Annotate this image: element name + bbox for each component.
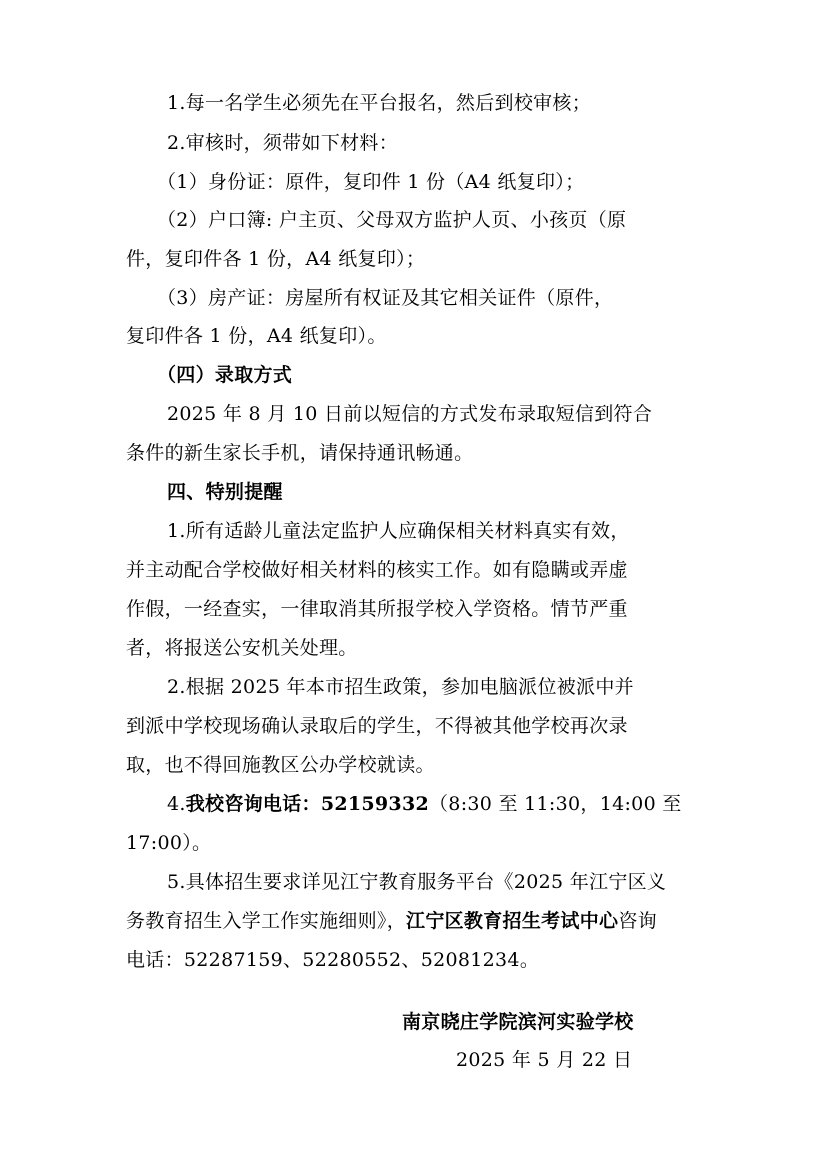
admission-line-1: 2025 年 8 月 10 日前以短信的方式发布录取短信到符合: [167, 403, 653, 425]
exam-center-name: 江宁区教育招生考试中心: [406, 910, 619, 932]
reminder-1-line-1: 1.所有适龄儿童法定监护人应确保相关材料真实有效，: [167, 520, 630, 542]
admission-line-2: 条件的新生家长手机，请保持通讯畅通。: [126, 442, 474, 464]
reminder-4-number: 4.: [167, 793, 186, 815]
reminder-4-line-1: [167, 791, 682, 817]
sub-item-2-line-2: 件，复印件各 1 份，A4 纸复印）；: [126, 248, 426, 270]
special-reminder-heading: 四、特别提醒: [167, 481, 283, 503]
sub-item-3-line-2: 复印件各 1 份，A4 纸复印）。: [126, 325, 387, 347]
item-2: 2.审核时，须带如下材料：: [167, 132, 399, 154]
school-phone: 我校咨询电话：52159332: [185, 793, 429, 815]
reminder-2-line-3: 取，也不得回施教区公办学校就读。: [126, 754, 435, 776]
reminder-5-text-c: 咨询: [618, 910, 657, 932]
reminder-1-line-4: 者，将报送公安机关处理。: [126, 637, 358, 659]
item-1: 1.每一名学生必须先在平台报名，然后到校审核；: [167, 92, 592, 114]
reminder-5-line-3: 电话：52287159、52280552、52081234。: [126, 949, 540, 971]
sub-item-2-line-1: （2）户口簿: 户主页、父母双方监护人页、小孩页（原: [157, 209, 627, 231]
reminder-2-line-2: 到派中学校现场确认录取后的学生，不得被其他学校再次录: [126, 715, 628, 737]
reminder-1-line-2: 并主动配合学校做好相关材料的核实工作。如有隐瞒或弄虚: [126, 559, 628, 581]
document-date: 2025 年 5 月 22 日: [456, 1049, 633, 1071]
office-hours: （8:30 至 11:30，14:00 至: [429, 793, 682, 815]
reminder-5-line-2: [126, 908, 657, 934]
school-signature: 南京晓庄学院滨河实验学校: [402, 1011, 634, 1033]
reminder-2-line-1: 2.根据 2025 年本市招生政策，参加电脑派位被派中并: [167, 676, 634, 698]
sub-item-3-line-1: （3）房产证：房屋所有权证及其它相关证件（原件，: [157, 287, 614, 309]
reminder-5-text-a: 务教育招生入学工作实施细则》，: [126, 910, 407, 932]
reminder-4-line-2: 17:00）。: [126, 832, 212, 854]
reminder-5-line-1: 5.具体招生要求详见江宁教育服务平台《2025 年江宁区义: [167, 871, 667, 893]
sub-item-1: （1）身份证：原件，复印件 1 份（A4 纸复印）；: [157, 171, 585, 193]
section-4-heading: （四）录取方式: [157, 364, 293, 386]
reminder-1-line-3: 作假，一经查实，一律取消其所报学校入学资格。情节严重: [126, 598, 628, 620]
